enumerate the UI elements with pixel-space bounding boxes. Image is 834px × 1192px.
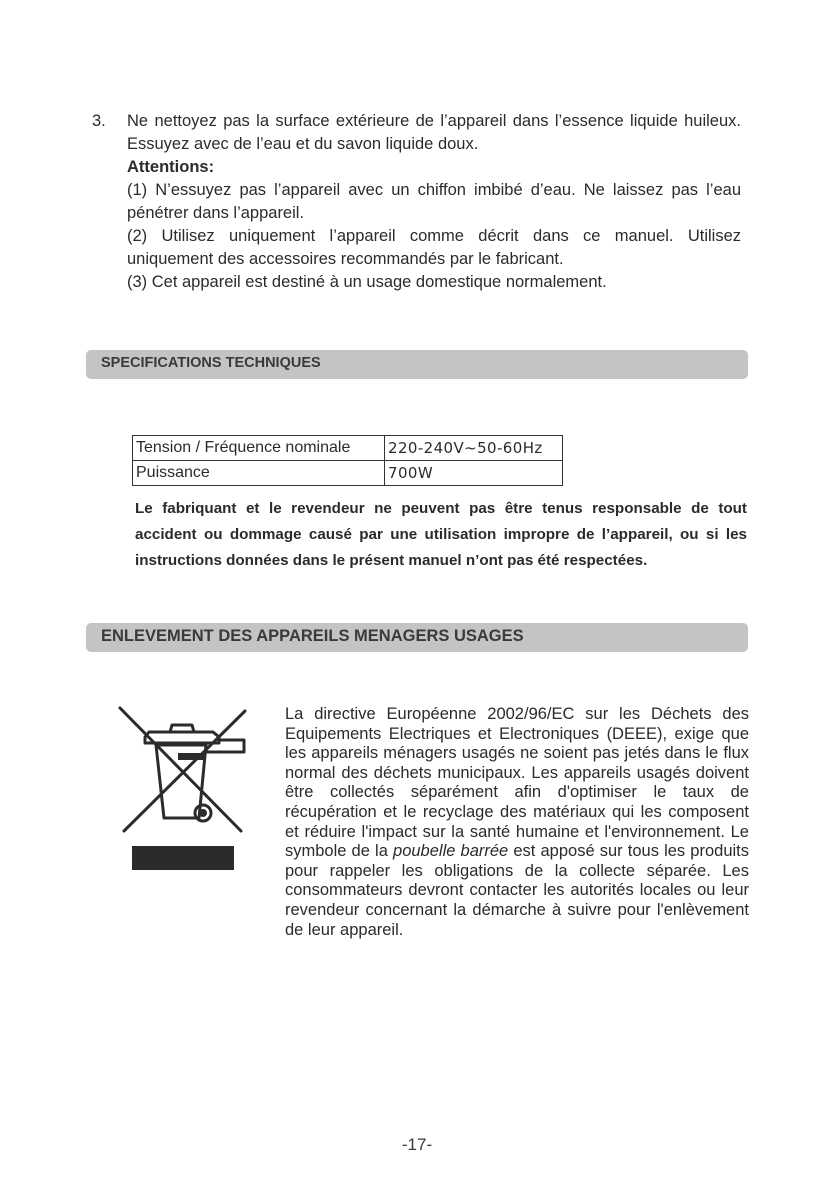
spec-section-title: SPECIFICATIONS TECHNIQUES	[101, 355, 321, 371]
disposal-paragraph	[285, 705, 749, 940]
liability-disclaimer: Le fabriquant et le revendeur ne peuvent pas être tenus responsable de tout accident ou dommage causé par une utilisation impropre de l’appareil, ou si les instructions données dans le présent manuel n’ont pas été respectées.	[135, 500, 747, 569]
item-body	[127, 110, 741, 294]
attention-1: (1) N’essuyez pas l’appareil avec un chiffon imbibé d’eau. Ne laissez pas l’eau pénétrer dans l’appareil.	[127, 181, 741, 222]
spec-section-header	[86, 350, 748, 379]
disposal-section-header	[86, 623, 748, 652]
item-text: Ne nettoyez pas la surface extérieure de l’appareil dans l’essence liquide huileux. Essuyez avec de l’eau et du savon liquide doux.	[127, 112, 741, 153]
attention-3: (3) Cet appareil est destiné à un usage domestique normalement.	[127, 273, 607, 291]
disposal-section-title: ENLEVEMENT DES APPAREILS MENAGERS USAGES	[101, 627, 524, 645]
crossed-out-wheelie-bin-icon	[115, 704, 251, 874]
table-row	[133, 461, 563, 486]
disposal-text-after: est apposé sur tous les produits pour rappeler les obligations de la collecte séparée. Les consommateurs devront contacter les autorités locales ou leur revendeur concernant la démarche à suivre pour l'enlèvement de leur appareil.	[285, 842, 750, 939]
spec-table	[132, 435, 563, 486]
attentions-title: Attentions:	[127, 158, 215, 176]
table-row	[133, 436, 563, 461]
page-number: -17-	[401, 1135, 433, 1154]
spec-label: Tension / Fréquence nominale	[133, 436, 385, 461]
attention-2: (2) Utilisez uniquement l’appareil comme décrit dans ce manuel. Utilisez uniquement des accessoires recommandés par le fabricant.	[127, 227, 741, 268]
spec-label: Puissance	[133, 461, 385, 486]
spec-value: 700W	[385, 461, 563, 486]
disposal-text-before: La directive Européenne 2002/96/EC sur les Déchets des Equipements Electriques et Electroniques (DEEE), exige que les appareils ménagers usagés ne soient pas jetés dans le flux normal des déchets municipaux. Les appareils usagés doivent être collectés séparément afin d'optimiser le taux de récupération et le recyclage des matériaux qui les composent et réduire l'impact sur la santé humaine et l'environnement. Le symbole de la	[285, 705, 749, 861]
spec-value: 220-240V~50-60Hz	[385, 436, 563, 461]
disposal-text-italic: poubelle barrée	[393, 842, 509, 861]
item-number: 3.	[92, 112, 106, 130]
